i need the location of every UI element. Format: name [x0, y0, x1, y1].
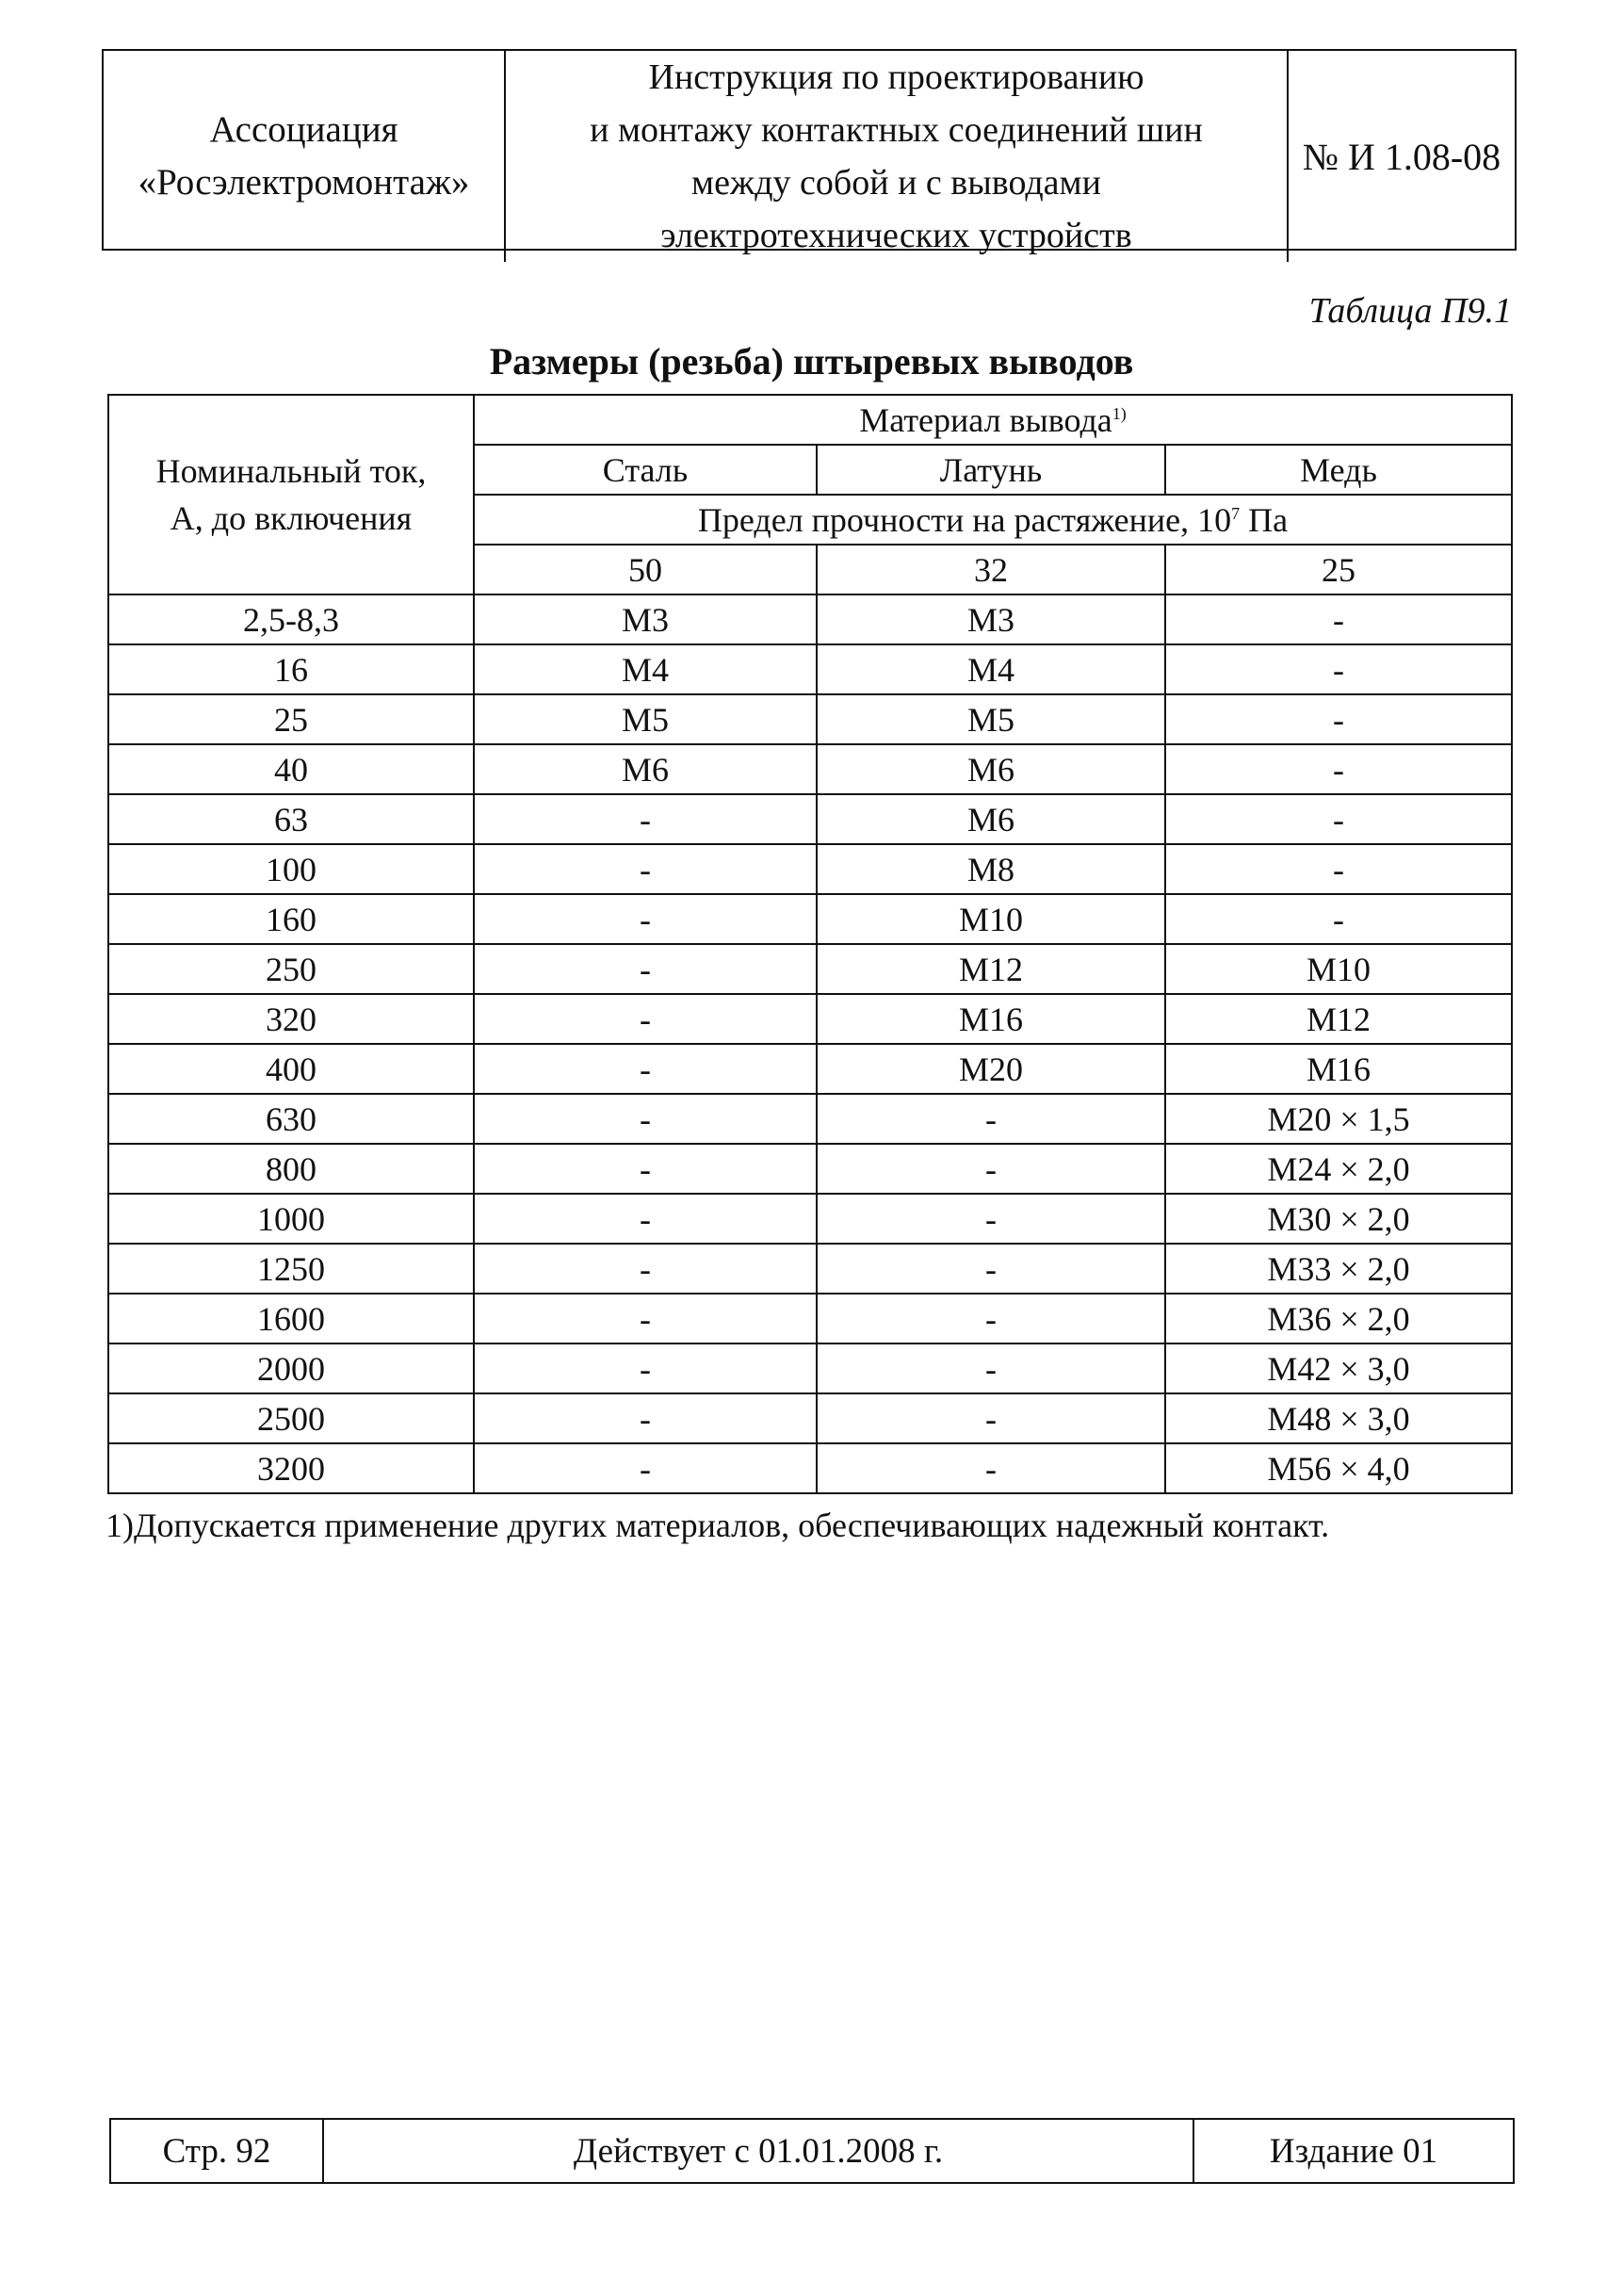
brass-cell: -: [817, 1294, 1165, 1343]
table-row: [108, 1044, 1512, 1094]
copper-strength: 25: [1165, 545, 1512, 594]
copper-cell: -: [1165, 594, 1512, 644]
steel-cell: -: [474, 894, 817, 944]
brass-cell: М4: [817, 644, 1165, 694]
copper-cell: М10: [1165, 944, 1512, 994]
current-header-line-1: Номинальный ток,: [155, 452, 427, 490]
steel-cell: -: [474, 1144, 817, 1194]
steel-cell: -: [474, 1194, 817, 1244]
steel-cell: М6: [474, 744, 817, 794]
brass-cell: М20: [817, 1044, 1165, 1094]
table-row: [108, 1393, 1512, 1443]
current-cell: 16: [108, 644, 474, 694]
brass-cell: М10: [817, 894, 1165, 944]
table-row: [108, 744, 1512, 794]
table-row: [108, 644, 1512, 694]
table-header-row: [108, 395, 1512, 445]
table-row: [108, 1294, 1512, 1343]
table-row: [108, 1144, 1512, 1194]
steel-cell: М4: [474, 644, 817, 694]
thread-size-table: [107, 394, 1513, 1494]
document-title-line-1: Инструкция по проектированию: [648, 57, 1144, 97]
brass-header: Латунь: [817, 445, 1165, 495]
brass-cell: -: [817, 1393, 1165, 1443]
steel-cell: -: [474, 1393, 817, 1443]
document-footer: [109, 2118, 1515, 2184]
document-title-cell: [506, 51, 1289, 262]
copper-cell: М16: [1165, 1044, 1512, 1094]
brass-strength: 32: [817, 545, 1165, 594]
copper-cell: -: [1165, 694, 1512, 744]
brass-cell: М3: [817, 594, 1165, 644]
current-cell: 2500: [108, 1393, 474, 1443]
copper-cell: -: [1165, 744, 1512, 794]
current-cell: 2000: [108, 1343, 474, 1393]
page-number: Стр. 92: [111, 2120, 324, 2182]
table-row: [108, 1094, 1512, 1144]
document-header: [102, 49, 1517, 255]
copper-cell: М12: [1165, 994, 1512, 1044]
brass-cell: -: [817, 1094, 1165, 1144]
current-cell: 1600: [108, 1294, 474, 1343]
table-title: Размеры (резьба) штыревых выводов: [489, 340, 1134, 383]
copper-cell: -: [1165, 794, 1512, 844]
table-row: [108, 594, 1512, 644]
steel-cell: -: [474, 1244, 817, 1294]
current-cell: 1250: [108, 1244, 474, 1294]
brass-cell: М8: [817, 844, 1165, 894]
document-title-line-2: и монтажу контактных соединений шин: [590, 110, 1203, 150]
brass-cell: М16: [817, 994, 1165, 1044]
table-row: [108, 994, 1512, 1044]
copper-cell: -: [1165, 844, 1512, 894]
organization-cell: [104, 51, 506, 262]
strength-label: Предел прочности на растяжение, 10: [697, 500, 1232, 539]
organization-line-2: «Росэлектромонтаж»: [138, 162, 470, 203]
brass-cell: М5: [817, 694, 1165, 744]
copper-cell: М20 × 1,5: [1165, 1094, 1512, 1144]
table-row: [108, 944, 1512, 994]
current-cell: 2,5-8,3: [108, 594, 474, 644]
steel-strength: 50: [474, 545, 817, 594]
table-row: [108, 1194, 1512, 1244]
steel-cell: -: [474, 844, 817, 894]
current-cell: 320: [108, 994, 474, 1044]
steel-cell: -: [474, 1294, 817, 1343]
document-title-line-4: электротехнических устройств: [660, 216, 1132, 255]
table-row: [108, 1343, 1512, 1393]
steel-cell: -: [474, 1443, 817, 1493]
steel-cell: -: [474, 944, 817, 994]
current-header-line-2: А, до включения: [170, 499, 413, 537]
copper-cell: М30 × 2,0: [1165, 1194, 1512, 1244]
steel-cell: М3: [474, 594, 817, 644]
steel-cell: -: [474, 1044, 817, 1094]
steel-cell: -: [474, 994, 817, 1044]
copper-cell: М56 × 4,0: [1165, 1443, 1512, 1493]
copper-cell: М33 × 2,0: [1165, 1244, 1512, 1294]
copper-cell: М36 × 2,0: [1165, 1294, 1512, 1343]
brass-cell: -: [817, 1343, 1165, 1393]
footnote: 1)Допускается применение других материалов, обеспечивающих надежный контакт.: [105, 1506, 1330, 1544]
table-row: [108, 694, 1512, 744]
current-cell: 630: [108, 1094, 474, 1144]
steel-header: Сталь: [474, 445, 817, 495]
copper-header: Медь: [1165, 445, 1512, 495]
edition: Издание 01: [1269, 2131, 1438, 2171]
current-cell: 1000: [108, 1194, 474, 1244]
copper-cell: -: [1165, 644, 1512, 694]
copper-cell: М42 × 3,0: [1165, 1343, 1512, 1393]
brass-cell: -: [817, 1443, 1165, 1493]
brass-cell: М6: [817, 744, 1165, 794]
brass-cell: -: [817, 1194, 1165, 1244]
current-cell: 160: [108, 894, 474, 944]
steel-cell: -: [474, 794, 817, 844]
organization-line-1: Ассоциация: [209, 109, 398, 150]
material-header-label: Материал вывода: [859, 400, 1112, 439]
brass-cell: М6: [817, 794, 1165, 844]
current-cell: 25: [108, 694, 474, 744]
table-row: [108, 894, 1512, 944]
current-cell: 100: [108, 844, 474, 894]
brass-cell: -: [817, 1244, 1165, 1294]
current-cell: 400: [108, 1044, 474, 1094]
strength-exponent: 7: [1231, 503, 1241, 523]
copper-cell: М24 × 2,0: [1165, 1144, 1512, 1194]
current-column-header: [108, 395, 474, 594]
table-row: [108, 1244, 1512, 1294]
document-title-line-3: между собой и с выводами: [691, 163, 1101, 203]
table-caption: Таблица П9.1: [1308, 291, 1512, 331]
copper-cell: -: [1165, 894, 1512, 944]
steel-cell: -: [474, 1094, 817, 1144]
steel-cell: -: [474, 1343, 817, 1393]
strength-unit: Па: [1240, 500, 1289, 539]
current-cell: 63: [108, 794, 474, 844]
table-row: [108, 1443, 1512, 1493]
document-number: № И 1.08-08: [1302, 135, 1501, 178]
current-cell: 40: [108, 744, 474, 794]
current-cell: 800: [108, 1144, 474, 1194]
brass-cell: -: [817, 1144, 1165, 1194]
current-cell: 250: [108, 944, 474, 994]
table-row: [108, 844, 1512, 894]
material-header: [474, 395, 1512, 445]
effective-date: Действует с 01.01.2008 г.: [324, 2120, 1194, 2182]
material-footnote-mark: 1): [1112, 403, 1127, 423]
steel-cell: М5: [474, 694, 817, 744]
current-cell: 3200: [108, 1443, 474, 1493]
table-row: [108, 794, 1512, 844]
strength-header: [474, 495, 1512, 545]
copper-cell: М48 × 3,0: [1165, 1393, 1512, 1443]
brass-cell: М12: [817, 944, 1165, 994]
